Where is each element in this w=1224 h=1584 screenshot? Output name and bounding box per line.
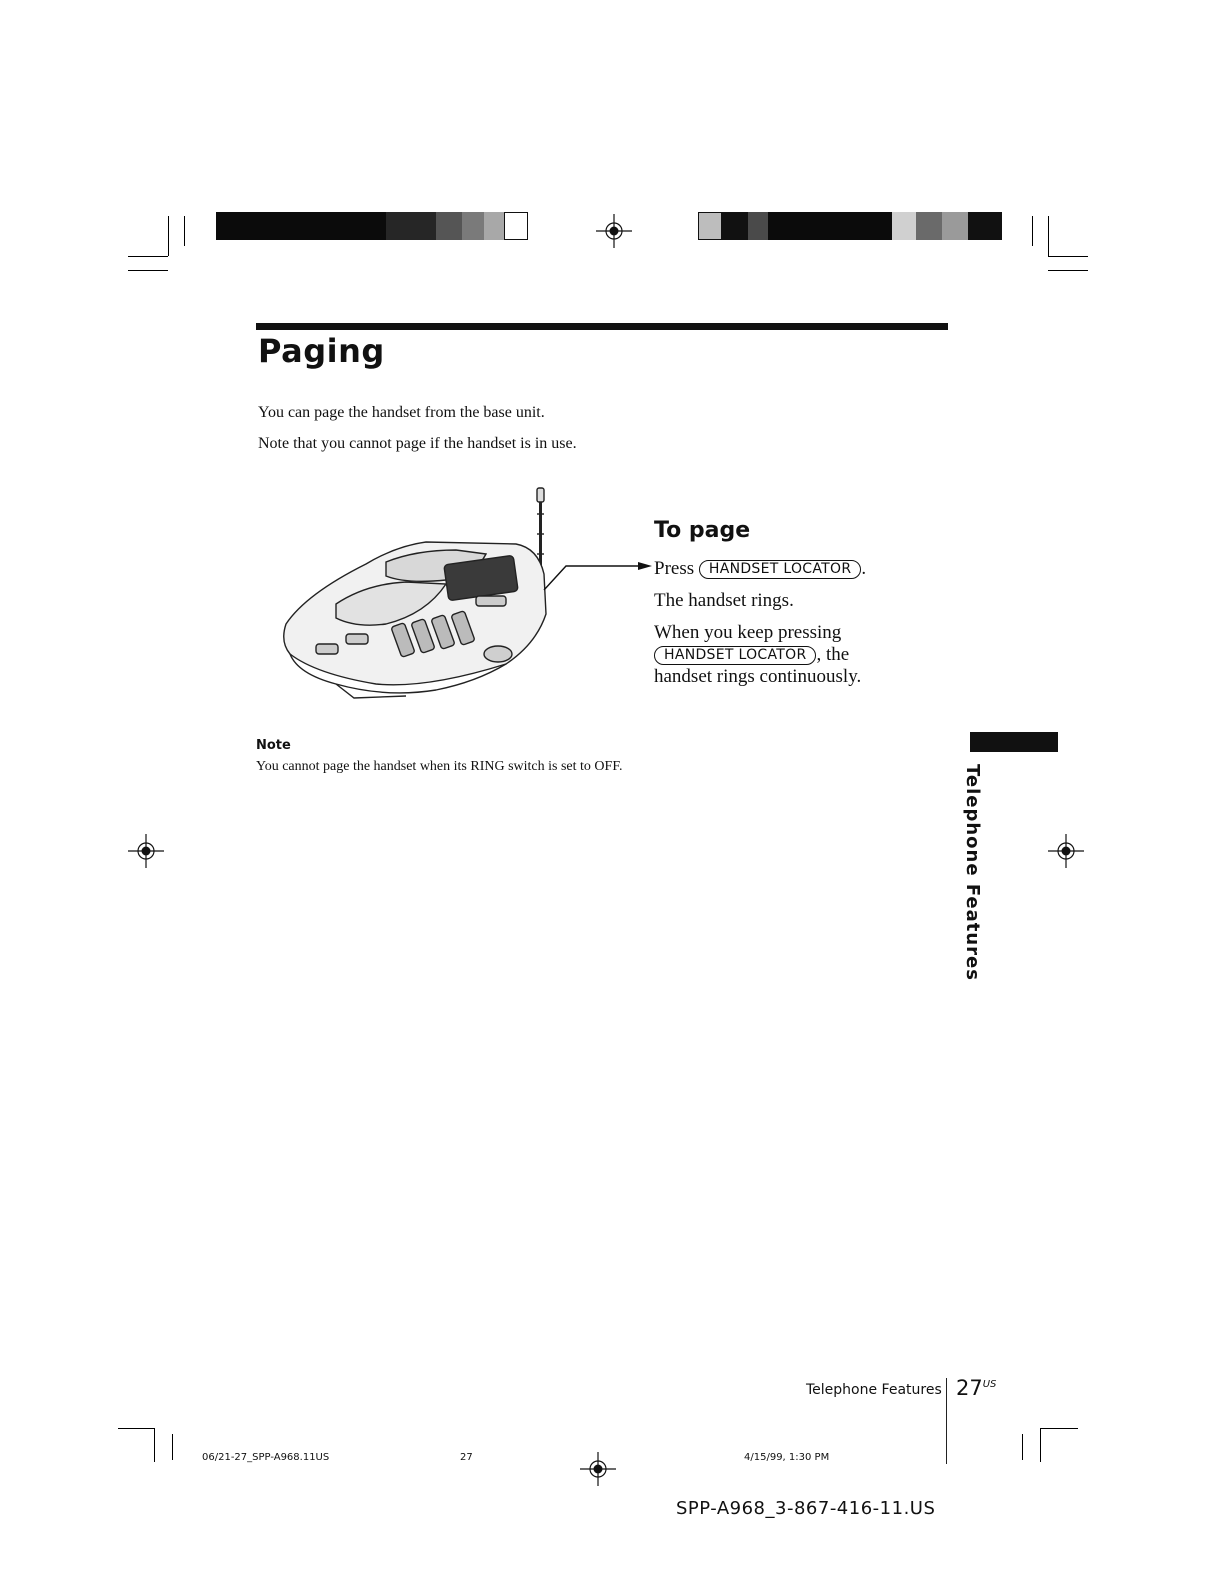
- step-hold-line-2: [654, 644, 849, 666]
- step-press-suffix: .: [861, 558, 867, 579]
- step-press-prefix: Press: [654, 558, 695, 579]
- crop-mark-top-left: [128, 256, 168, 257]
- procedure-title: To page: [654, 518, 751, 543]
- heading-rule: [256, 323, 948, 330]
- crop-mark-bottom-right: [1040, 1428, 1041, 1462]
- footer-file-name: 06/21-27_SPP-A968.11US: [202, 1452, 330, 1463]
- note-label: Note: [256, 738, 291, 753]
- handset-locator-key: HANDSET LOCATOR: [699, 560, 861, 579]
- base-unit-illustration: [276, 484, 666, 714]
- color-bar-right: [698, 212, 1002, 240]
- handset-locator-key: HANDSET LOCATOR: [654, 646, 816, 665]
- footer-divider: [946, 1378, 947, 1464]
- document-id: SPP-A968_3-867-416-11.US: [676, 1498, 936, 1519]
- crop-mark-bottom-left: [154, 1428, 155, 1462]
- registration-mark-icon: [126, 834, 166, 868]
- registration-mark-icon: [578, 1452, 618, 1486]
- section-tab-label: Telephone Features: [962, 764, 983, 981]
- crop-mark-top-right: [1032, 216, 1033, 246]
- crop-mark-top-left: [168, 216, 169, 256]
- intro-line-1: You can page the handset from the base unit.: [258, 404, 545, 421]
- page-number-suffix: US: [982, 1379, 997, 1390]
- intro-line-2: Note that you cannot page if the handset is in use.: [258, 435, 577, 452]
- section-tab-marker: [970, 732, 1058, 752]
- note-text: You cannot page the handset when its RING switch is set to OFF.: [256, 759, 623, 774]
- step-hold-line-1: When you keep pressing: [654, 622, 842, 643]
- crop-mark-top-right: [1048, 216, 1049, 256]
- page-number-value: 27: [956, 1376, 983, 1400]
- registration-mark-icon: [594, 214, 634, 248]
- crop-mark-bottom-left: [118, 1428, 154, 1429]
- crop-mark-bottom-right: [1022, 1434, 1023, 1460]
- footer-sheet-page: 27: [460, 1452, 473, 1463]
- step-hold-suffix: , the: [816, 644, 850, 665]
- crop-mark-top-left: [128, 270, 168, 271]
- registration-mark-icon: [1046, 834, 1086, 868]
- step-result: The handset rings.: [654, 590, 794, 611]
- crop-mark-bottom-left: [172, 1434, 173, 1460]
- page-number: [956, 1376, 996, 1400]
- crop-mark-bottom-right: [1040, 1428, 1078, 1429]
- footer-timestamp: 4/15/99, 1:30 PM: [744, 1452, 830, 1463]
- page-title: Paging: [258, 332, 385, 370]
- crop-mark-top-left: [184, 216, 185, 246]
- step-press: [654, 558, 866, 580]
- step-hold-result: handset rings continuously.: [654, 666, 862, 687]
- crop-mark-top-right: [1048, 270, 1088, 271]
- footer-section-name: Telephone Features: [806, 1382, 942, 1398]
- color-bar-left: [216, 212, 528, 240]
- crop-mark-top-right: [1048, 256, 1088, 257]
